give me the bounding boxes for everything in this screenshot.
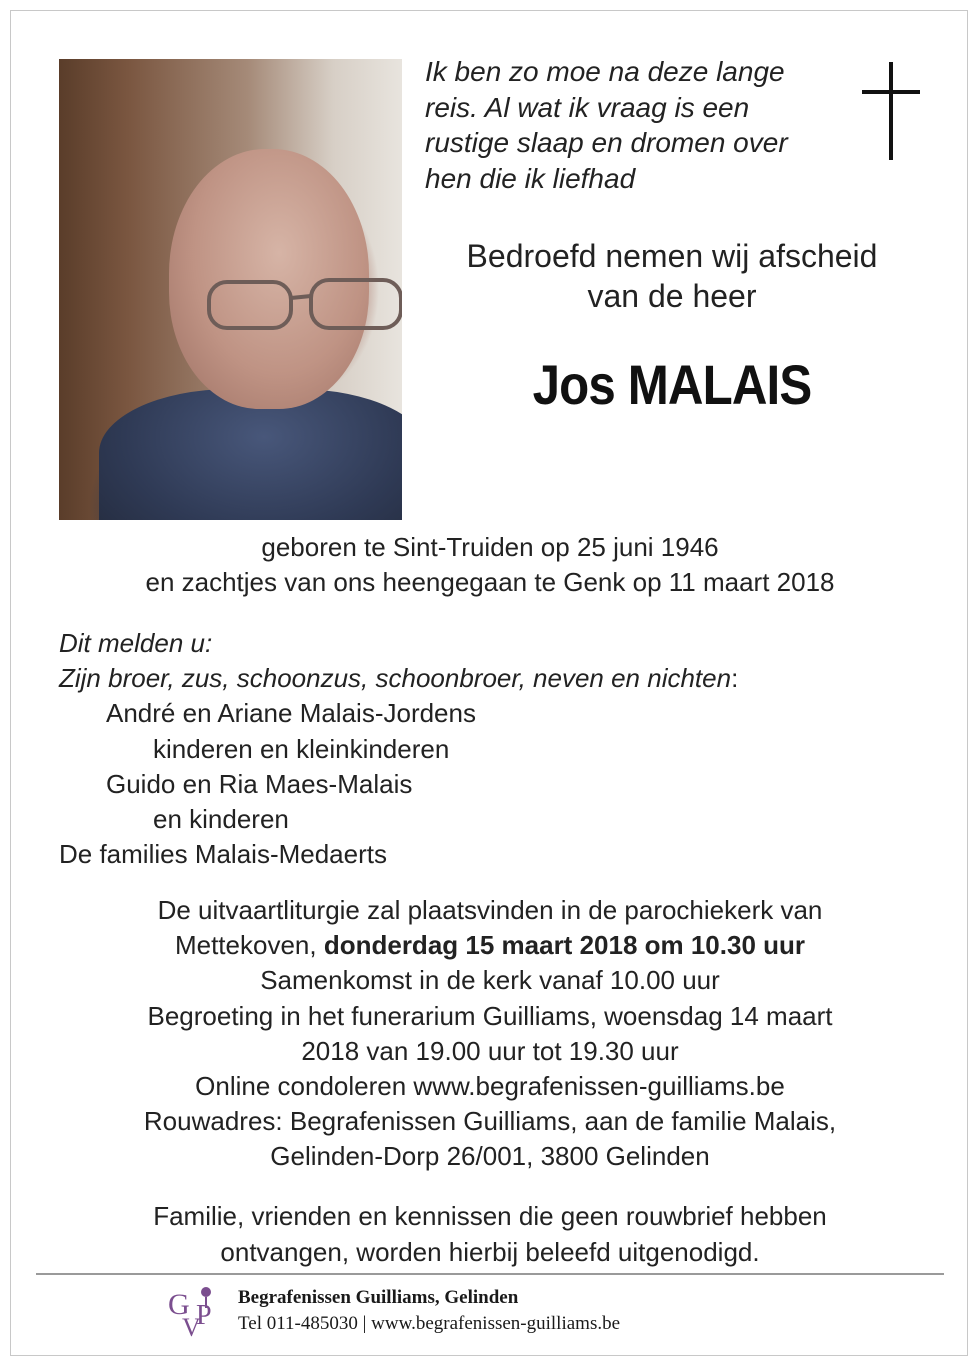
intro-text bbox=[418, 236, 926, 316]
family-name: Guido en Ria Maes-Malais bbox=[106, 768, 413, 799]
relations-line bbox=[59, 661, 939, 696]
family-sub: en kinderen bbox=[153, 804, 289, 835]
company-contact: Tel 011-485030 | www.begrafenissen-guilliams.be bbox=[238, 1313, 621, 1334]
funeral-home-logo-icon bbox=[166, 1284, 224, 1340]
birth-death-info bbox=[0, 530, 980, 599]
quote-line: rustige slaap en dromen over bbox=[425, 127, 788, 158]
svg-text:V: V bbox=[182, 1313, 201, 1340]
funeral-details bbox=[0, 893, 980, 1175]
intro-line: van de heer bbox=[587, 278, 757, 314]
relations-text: Zijn broer, zus, schoonzus, schoonbroer, neven en nichten bbox=[59, 663, 732, 694]
svg-text:G: G bbox=[168, 1288, 190, 1321]
portrait-photo bbox=[59, 59, 402, 520]
deceased-name: Jos MALAIS bbox=[532, 353, 812, 416]
funeral-line: De uitvaartliturgie zal plaatsvinden in de parochiekerk van bbox=[157, 895, 823, 925]
death-line: en zachtjes van ons heengegaan te Genk op 11 maart 2018 bbox=[145, 566, 835, 597]
funeral-line: Gelinden-Dorp 26/001, 3800 Gelinden bbox=[270, 1141, 710, 1172]
funeral-line: 2018 van 19.00 uur tot 19.30 uur bbox=[301, 1035, 679, 1066]
funeral-line: Online condoleren www.begrafenissen-guilliams.be bbox=[195, 1071, 785, 1102]
funeral-datetime: donderdag 15 maart 2018 om 10.30 uur bbox=[323, 930, 806, 961]
family-sub: kinderen en kleinkinderen bbox=[153, 733, 450, 764]
birth-line: geboren te Sint-Truiden op 25 juni 1946 bbox=[261, 532, 719, 562]
announce-heading: Dit melden u: bbox=[59, 628, 213, 658]
funeral-line: Rouwadres: Begrafenissen Guilliams, aan de familie Malais, bbox=[143, 1106, 837, 1137]
svg-text:P: P bbox=[196, 1300, 212, 1331]
quote bbox=[425, 54, 845, 196]
quote-line: hen die ik liefhad bbox=[425, 162, 636, 194]
photo-glasses bbox=[207, 274, 402, 334]
closing-line: Familie, vrienden en kennissen die geen rouwbrief hebben bbox=[153, 1201, 827, 1231]
closing-line: ontvangen, worden hierbij beleefd uitgenodigd. bbox=[220, 1236, 760, 1267]
quote-line: Ik ben zo moe na deze lange bbox=[425, 56, 785, 87]
family-name: André en Ariane Malais-Jordens bbox=[106, 698, 476, 729]
funeral-date-line bbox=[0, 928, 980, 963]
funeral-line: Begroeting in het funerarium Guilliams, woensdag 14 maart bbox=[147, 1000, 833, 1031]
closing-text bbox=[0, 1199, 980, 1270]
photo-shirt bbox=[99, 389, 402, 520]
company-name: Begrafenissen Guilliams, Gelinden bbox=[238, 1287, 519, 1308]
relations-colon: : bbox=[731, 663, 739, 694]
quote-line: reis. Al wat ik vraag is een bbox=[425, 91, 750, 123]
funeral-line: Samenkomst in de kerk vanaf 10.00 uur bbox=[260, 965, 720, 996]
family-name: De families Malais-Medaerts bbox=[59, 839, 387, 870]
footer-divider bbox=[36, 1273, 944, 1275]
announcement bbox=[59, 626, 939, 872]
cross-icon bbox=[862, 62, 920, 160]
intro-line: Bedroefd nemen wij afscheid bbox=[466, 238, 878, 274]
funeral-place: Mettekoven, bbox=[174, 930, 324, 961]
